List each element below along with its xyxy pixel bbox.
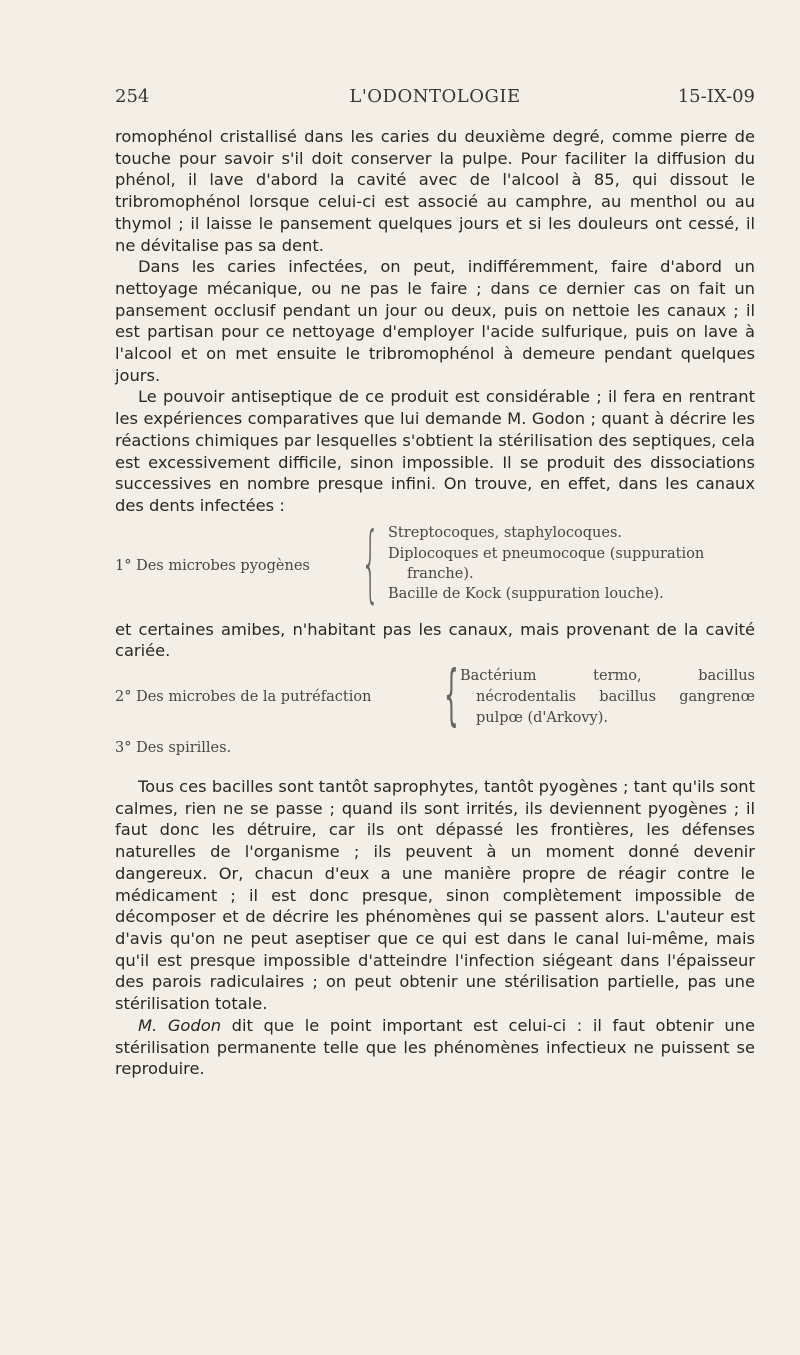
list-entry: Bacille de Kock (suppuration louche).: [388, 585, 664, 602]
article-body: [115, 126, 755, 1080]
list-item-label: 1° Des microbes pyogènes: [115, 557, 310, 574]
list-entry: Diplocoques et pneumocoque (suppuration franche).: [388, 545, 705, 582]
running-header: [115, 86, 755, 116]
microbe-list-item-3: [115, 736, 755, 762]
microbe-list-item-2: [115, 656, 755, 734]
paragraph-6-text: dit que le point important est celui-ci : il faut obtenir une stérilisation permanente telle que les phénomènes infectieux ne puissent se reproduire.: [115, 1015, 755, 1079]
paragraph-4: et certaines amibes, n'habitant pas les canaux, mais provenant de la cavité cariée.: [115, 619, 755, 661]
brace-glyph: {: [361, 513, 380, 612]
journal-title: L'ODONTOLOGIE: [349, 86, 521, 107]
paragraph-2: Dans les caries infectées, on peut, indifféremment, faire d'abord un nettoyage mécanique, ou ne pas le faire ; dans ce dernier cas on fait un pansement occlusif pendant un jour ou deux, puis on nettoie les canaux ; il est partisan pour ce nettoyage d'employer l'acide sulfurique, puis on lave à l'alcool et on met ensuite le tribromophénol à demeure pendant quelques jours.: [115, 257, 755, 385]
list-item-label: 2° Des microbes de la putréfaction: [115, 689, 372, 706]
microbe-list-item-1: [115, 513, 755, 615]
list-item-label: 3° Des spirilles.: [115, 740, 232, 757]
list-item-entries: [388, 523, 755, 605]
list-item-entries: [460, 666, 755, 729]
paragraph-1: romophénol cristallisé dans les caries du deuxième degré, comme pierre de touche pour savoir s'il doit conserver la pulpe. Pour faciliter la diffusion du phénol, il lave d'abord la cavité avec de l'alcool à 85, qui dissout le tribromophénol lorsque celui-ci est associé au camphre, au menthol ou au thymol ; il laisse le pansement quelques jours et si les douleurs ont cessé, il ne dévitalise pas sa dent.: [115, 127, 755, 255]
brace-glyph: {: [444, 656, 459, 734]
list-entry: Streptocoques, staphylocoques.: [388, 524, 623, 541]
paragraph-3: Le pouvoir antiseptique de ce produit est considérable ; il fera en rentrant les expériences comparatives que lui demande M. Godon ; quant à décrire les réactions chimiques par lesquelles s'obtient la stérilisation des septiques, cela est excessivement difficile, sinon impossible. Il se produit des dissociations successives en nombre presque infini. On trouve, en effet, dans les canaux des dents infectées :: [115, 387, 755, 515]
speaker-name: M. Godon: [138, 1015, 222, 1035]
paragraph-6: [115, 1015, 755, 1080]
paragraph-5: Tous ces bacilles sont tantôt saprophytes, tantôt pyogènes ; tant qu'ils sont calmes, rien ne se passe ; quand ils sont irrités, ils deviennent pyogènes ; il faut donc les détruire, car ils ont dépassé les frontières, les défenses naturelles de l'organisme ; ils peuvent à un moment donné devenir dangereux. Or, chacun d'eux a une manière propre de réagir contre le médicament ; il est donc presque, sinon complètement impossible de décomposer et de décrire les phénomènes qui se passent alors. L'auteur est d'avis qu'on ne peut aseptiser que ce qui est dans le canal lui-même, mais qu'il est presque impossible d'atteindre l'infection siégeant dans l'épaisseur des parois radiculaires ; on peut obtenir une stérilisation partielle, pas une stérilisation totale.: [115, 777, 755, 1014]
list-entry: Bactérium termo, bacillus nécrodentalis bacillus gangrenœ pulpœ (d'Arkovy).: [460, 668, 755, 727]
page-number: 254: [115, 86, 150, 107]
issue-date: 15-IX-09: [677, 86, 755, 107]
